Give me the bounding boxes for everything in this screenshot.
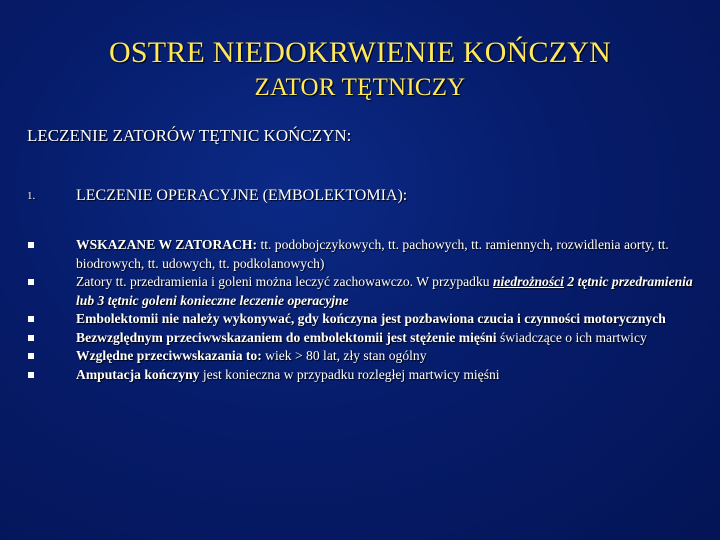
bullet-bold-label: WSKAZANE W ZATORACH: [76, 237, 258, 252]
bullet-bold-label: Bezwzględnym przeciwwskazaniem do embolektomii jest stężenie mięśni [76, 329, 497, 345]
bullet-indications [27, 236, 707, 273]
bullet-text: wiek > 80 lat, zły stan ogólny [261, 348, 427, 363]
bullet-absolute-contraindication [27, 329, 707, 348]
bullet-bold-label: Amputacja kończyny [76, 366, 200, 382]
bullet-list [27, 236, 707, 384]
slide-subtitle: ZATOR TĘTNICZY [254, 74, 466, 101]
bullet-emphasis: 2 tętnic przedramienia lub 3 tętnic goleni konieczne leczenie operacyjne [76, 274, 693, 308]
item-text: LECZENIE OPERACYJNE (EMBOLEKTOMIA): [76, 187, 408, 204]
bullet-bold-text: Embolektomii nie należy wykonywać, gdy kończyna jest pozbawiona czucia i czynności motorycznych [76, 311, 666, 326]
bullet-amputation [27, 366, 707, 385]
bullet-square-icon [28, 316, 34, 322]
bullet-forearm-leg-emboli [27, 273, 707, 310]
bullet-square-icon [28, 335, 34, 341]
bullet-no-embolectomy [27, 310, 707, 329]
bullet-bold-label: Względne przeciwwskazania to: [76, 348, 262, 363]
bullet-text: Zatory tt. przedramienia i goleni można leczyć zachowawczo. W przypadku [76, 274, 493, 289]
bullet-text: jest konieczna w przypadku rozległej martwicy mięśni [199, 366, 500, 382]
bullet-square-icon [28, 353, 34, 359]
bullet-text: świadczące o ich martwicy [496, 329, 647, 345]
bullet-text: tt. podobojczykowych, tt. pachowych, tt. ramiennych, rozwidlenia aorty, tt. biodrowych, tt. udowych, tt. podkolanowych) [76, 237, 669, 271]
bullet-relative-contraindications [27, 347, 707, 366]
slide-title: OSTRE NIEDOKRWIENIE KOŃCZYN [108, 36, 611, 69]
bullet-square-icon [28, 242, 34, 248]
bullet-square-icon [28, 279, 34, 285]
section-heading: LECZENIE ZATORÓW TĘTNIC KOŃCZYN: [27, 126, 352, 145]
bullet-square-icon [28, 372, 34, 378]
item-number: 1. [27, 190, 36, 202]
bullet-emphasis-underlined: niedrożności [492, 274, 564, 289]
